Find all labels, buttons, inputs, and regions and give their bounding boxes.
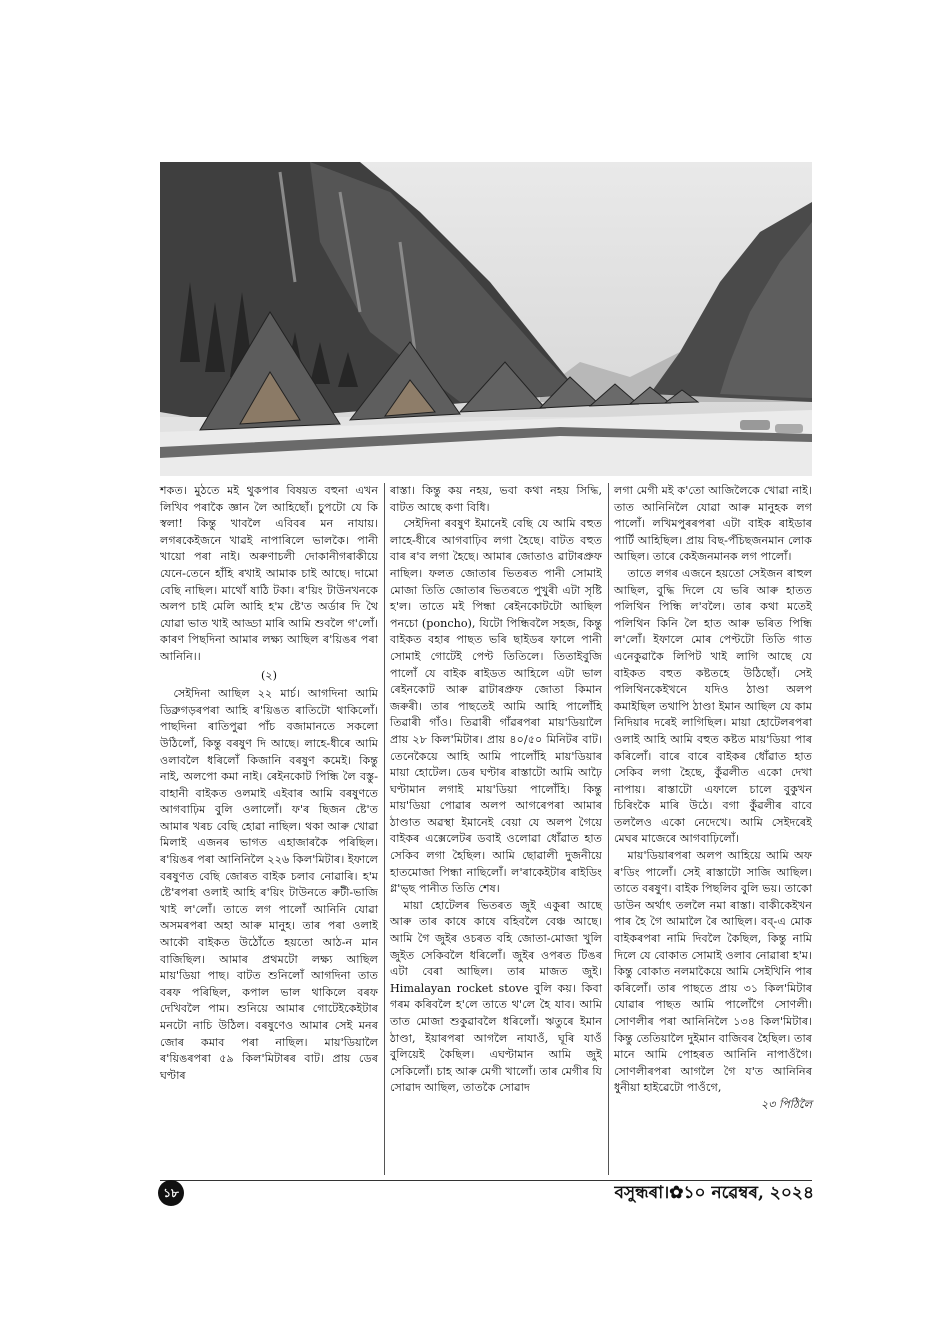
paragraph: ৰাস্তা। কিন্তু কয় নহয়, ভবা কথা নহয় সিদ্ধি, বাটত আছে কণা বিধি। [390, 484, 602, 514]
article-column-1 [160, 483, 378, 1084]
paragraph: সেইদিনা ৰবষুণ ইমানেই বেছি যে আমি বহুত লাহে-ধীৰে আগবাঢ়িব লগা হৈছে। বাটত বহুত বাৰ ৰ'ব লগা হৈছে। আমাৰ জোতাও ৱাটাৰপ্ৰুফ নাছিল। ফলত জোতাৰ ভিতৰত পানী সোমাই মোজা তিতি জোতাৰ ভিতৰতে পুখুৰী এটা সৃষ্টি হ'ল। তাতে মই পিন্ধা ৰেইনকোটটো আছিল পনচো (poncho), যিটো পিন্ধিবলৈ সহজ, কিন্তু বাইকত বহাৰ পাছত ভৰি ছাইডৰ ফালে পানী সোমাই গোটেই পেণ্ট তিতিলে। তিতাইবুজি পালোঁ যে বাইক ৰাইডত আহিলে এটা ভাল ৰেইনকোট আৰু ৱাটাৰপ্ৰুফ জোতা কিমান জৰুৰী। তাৰ পাছতেই আমি আহি পালোঁহি তিৱাৰী গাঁও। তিৱাৰী গাঁৱৰপৰা মায়'ডিয়ালৈ প্ৰায় ২৮ কিল'মিটাৰ। প্ৰায় ৪০/৫০ মিনিটৰ বাট। তেনেকৈয়ে আহি আমি পালোঁহি মায়'ডিয়াৰ মায়া হোটেল। ডেৰ ঘণ্টাৰ ৰাস্তাটো আমি আঢ়ৈ ঘণ্টামান লগাই মায়'ডিয়া পালোঁহি। কিন্তু মায়'ডিয়া পোৱাৰ অলপ আগৰেপৰা আমাৰ ঠাণ্ডাত অৱস্থা ইমানেই বেয়া যে অলপ গৈয়ে বাইকৰ এক্সেলেটৰ ডবাই ওলোৱা ধোঁৱাত হাত সেকিব লগা হৈছিল। আমি ছোৱালী দুজনীয়ে হাতমোজা পিন্ধা নাছিলোঁ। ল'ৰাকেইটাৰ ৰাইডিং গ্ল'ভ্ছ পানীত তিতি শেষ। [390, 517, 602, 896]
section-heading: (২) [260, 668, 277, 682]
column-divider [608, 483, 609, 1175]
column-divider [384, 483, 385, 1175]
page-number: ১৮ [158, 1180, 184, 1206]
paragraph: লগা মেগী মই ক'তো আজিলৈকে খোৱা নাই। তাত আনিনিলৈ যোৱা আৰু মানুহক লগ পালোঁ। লখিমপুৰৰপৰা এটা বাইক ৰাইডাৰ পাৰ্টি আহিছিল। প্ৰায় বিছ-পঁচিছজনমান লোক আছিল। তাৰে কেইজনমানক লগ পালোঁ। [614, 484, 812, 564]
article-column-3 [614, 483, 812, 1114]
paragraph: মায়া হোটেলৰ ভিতৰত জুই একুৰা আছে আৰু তাৰ কাষে কাষে বহিবলৈ বেঞ্চ আছে। আমি গৈ জুইৰ ওচৰত বহি জোতা-মোজা খুলি জুইত সেকিবলৈ ধৰিলোঁ। জুইৰ ওপৰত টিঙৰ এটা বেৰা আছিল। তাৰ মাজত জুই। Himalayan rocket stove বুলি কয়। কিবা গৰম কৰিবলৈ হ'লে তাতে থ'লে হৈ যাব। আমি তাত মোজা শুকুৱাবলৈ ধৰিলোঁ। ঋতুৰে ইমান ঠাণ্ডা, ইয়াৰপৰা আগলৈ নাযাওঁ, ঘূৰি যাওঁ বুলিয়েই কৈছিল। এঘণ্টামান আমি জুই সেকিলোঁ। চাহ আৰু মেগী খালোঁ। তাৰ মেগীৰ যি সোৱাদ আছিল, তাতকৈ সোৱাদ [390, 898, 602, 1095]
masthead: বসুন্ধৰা।✿১০ নৱেম্বৰ, ২০২৪ [614, 1183, 814, 1203]
photo-mountain-cabins [160, 162, 812, 476]
paragraph: সেইদিনা আছিল ২২ মাৰ্চ। আগদিনা আমি ডিব্ৰুগড়ৰপৰা আহি ৰ'য়িঙত ৰাতিটো থাকিলোঁ। পাছদিনা ৰাতিপুৱা পাঁচ বজামানতে সকলো উঠিলোঁ, কিন্তু বৰষুণ দি আছে। লাহে-ধীৰে আমি ওলাবলৈ ধৰিলোঁ কিজানি বৰষুণ কমেই। কিন্তু নাই, অলপো কমা নাই। ৰেইনকোট পিন্ধি লৈ বস্তু-বাহানী বাইকত ওলমাই এইবাৰ আমি বৰষুণতে আগবাঢ়িম বুলি ওলালোঁ। ফ'ৰ ছিজন ষ্টে'ত আমাৰ খৰচ বেছি হোৱা নাছিল। থকা আৰু খোৱা মিলাই এজনৰ ভাগত এহাজাৰকৈ পৰিছিল। ৰ'য়িঙৰ পৰা আনিনিলৈ ২২৬ কিল'মিটাৰ। ইফালে বৰষুণত বেছি জোৰত বাইক চলাব নোৱাৰি। হ'ম ষ্টে'ৰপৰা ওলাই আহি ৰ'য়িং টাউনতে ৰুটী-ভাজি খাই ল'লোঁ। তাতে লগ পালোঁ আনিনি যোৱা অসমৰপৰা অহা আৰু মানুহ। তাৰ পৰা ওলাই আকৌ বাইকত উঠোঁতে হয়তো আঠ-ন মান বাজিছিল। আমাৰ প্ৰথমটো লক্ষ্য আছিল মায়'ডিয়া পাছ। বাটত শুনিলোঁ আগদিনা তাত বৰফ পৰিছিল, কপাল ভাল থাকিলে বৰফ দেখিবলৈ পাম। শুনিয়ে আমাৰ গোটেইকেইটাৰ মনটো নাচি উঠিল। বৰষুণেও আমাৰ সেই মনৰ জোৰ কমাব পৰা নাছিল। মায়'ডিয়ালৈ ৰ'য়িঙৰপৰা ৫৯ কিল'মিটাৰৰ বাট। প্ৰায় ডেৰ ঘণ্টাৰ [160, 687, 378, 1082]
article-column-2 [390, 483, 602, 1097]
continued-note: ২৩ পিঠিলৈ [760, 1097, 812, 1111]
paragraph: তাতে লগৰ এজনে হয়তো সেইজন ৰাহুল আছিল, বুদ্ধি দিলে যে ভৰি আৰু হাতত পলিথিন পিন্ধি ল'বলৈ। তাৰ কথা মতেই পলিথিন কিনি লৈ হাত আৰু ভৰিত পিন্ধি ল'লোঁ। ইফালে মোৰ পেণ্টটো তিতি গাত এনেকুৱাকৈ লিপিট খাই লাগি আছে যে বাইকত বহুত কষ্টতহে উঠিছোঁ। সেই পলিথিনকেইখনে যদিও ঠাণ্ডা অলপ কমাইছিল তথাপি ঠাণ্ডা ইমান আছিল যে কাম নিদিয়াৰ দৰেই লাগিছিল। মায়া হোটেলৰপৰা ওলাই আহি আমি বহুত কষ্টত মায়'ডিয়া পাৰ কৰিলোঁ। বাৰে বাৰে বাইকৰ ধোঁৱাত হাত সেকিব লগা হৈছে, কুঁৱলীত একো দেখা নাপায়। ৰাস্তাটো এফালে চালে বুকুখন চিৰিংকৈ মাৰি উঠে। বগা কুঁৱলীৰ বাবে তললৈও একো নেদেখে। আমি সেইদৰেই মেঘৰ মাজেৰে আগবাঢ়িলোঁ। [614, 566, 812, 846]
paragraph: শকত। মুঠতে মই থুকপাৰ বিষয়ত বহুনা এখন লিখিব পৰাকৈ জ্ঞান লৈ আহিছোঁ। চুপটো যে কি স্বলা! কিন্তু খাবলৈ এবিবৰ মন নাযায়। লগৰকেইজনে খাৱই নাপাৰিলে ভালকৈ। পানী খায়ো পৰা নাই। অৰুণাচলী দোকানীগৰাকীয়ে যেনে-তেনে হাঁহি ৰখাই আমাক চাই আছে। দামো বেছি নাছিল। মাথোঁ ষাঠি টকা। ৰ'য়িং টাউনখনকে অলপ চাই মেলি আহি হ'ম ষ্টে'ত অৰ্ডাৰ দি থৈ যোৱা ভাত খাই আড্ডা মাৰি আমি শুবলৈ গ'লোঁ। কাৰণ পিছদিনা আমাৰ লক্ষ্য আছিল ৰ'য়িঙৰ পৰা আনিনি।। [160, 484, 378, 663]
paragraph: মায়'ডিয়াৰপৰা অলপ আহিয়ে আমি অফ ৰ'ডিং পালোঁ। সেই ৰাস্তাটো সাজি আছিল। তাতে বৰষুণ। বাইক পিছলিব বুলি ভয়। তাকো ডাউন অৰ্থাৎ তললৈ নমা ৰাস্তা। বাকীকেইখন পাৰ হৈ গৈ আমালৈ ৰৈ আছিল। বব্-এ মোক বাইকৰপৰা নামি দিবলৈ কৈছিল, কিন্তু নামি দিলে যে বোকাত সোমাই ওলাব নোৱাৰা হ'ম। কিন্তু বোকাত নলমাকৈয়ে আমি সেইখিনি পাৰ কৰিলোঁ। তাৰ পাছতে প্ৰায় ৩১ কিল'মিটাৰ যোৱাৰ পাছত আমি পালোঁগৈ সোণলী। সোণলীৰ পৰা আনিনিলৈ ১৩৪ কিল'মিটাৰ। কিন্তু তেতিয়ালৈ দুইমান বাজিবৰ হৈছিল। তাৰ মানে আমি পোহৰত আনিনি নাপাওঁগৈ। সোণলীৰপৰা আগলৈ গৈ য'ত আনিনিৰ ধুনীয়া হাইৱেটো পাওঁগে, [614, 849, 812, 1095]
